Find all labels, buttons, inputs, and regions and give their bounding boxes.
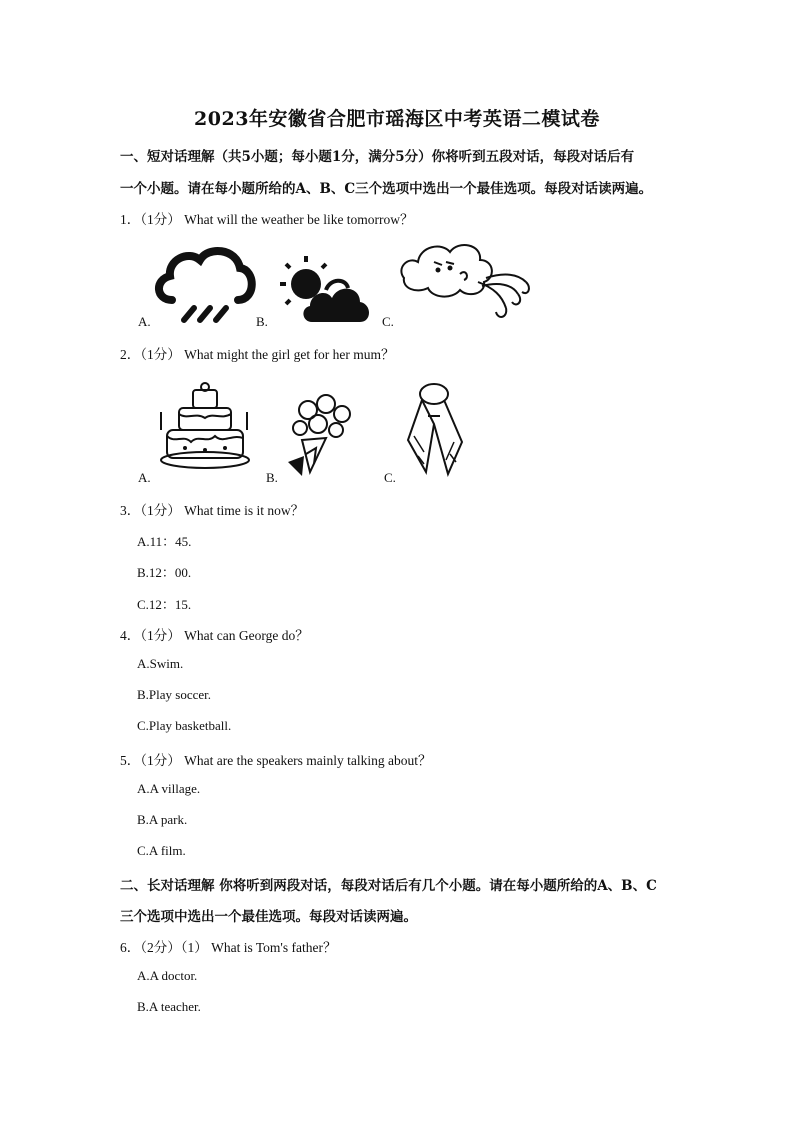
question-number: 5．（1分）	[120, 753, 181, 768]
part2-heading-line2: 三个选项中选出一个最佳选项。每段对话读两遍。	[120, 909, 417, 925]
question-text: What can George do？	[184, 628, 309, 643]
scarf-icon	[402, 380, 468, 478]
question-6	[120, 936, 336, 956]
option-c: C.A film.	[137, 843, 186, 858]
option-b-label: B.	[266, 470, 278, 485]
option-a: A.A village.	[137, 781, 201, 796]
windy-cloud-icon	[394, 238, 534, 324]
question-text: What will the weather be like tomorrow？	[184, 212, 414, 227]
rain-cloud-icon	[150, 242, 260, 324]
option-a-label: A.	[138, 470, 151, 485]
question-number: 2．（1分）	[120, 347, 181, 362]
question-text: What are the speakers mainly talking about？	[184, 753, 432, 768]
option-b: B.12：00.	[137, 565, 192, 580]
option-b: B.A teacher.	[137, 999, 201, 1014]
option-a: A.A doctor.	[137, 968, 198, 983]
cake-icon	[155, 378, 255, 472]
question-text: What time is it now？	[184, 503, 305, 518]
question-number: 1．（1分）	[120, 212, 181, 227]
option-b: B.Play soccer.	[137, 687, 212, 702]
question-1	[120, 208, 414, 228]
page-title: 2023年安徽省合肥市瑶海区中考英语二模试卷	[194, 108, 600, 130]
option-b-label: B.	[256, 314, 268, 329]
question-number: 6．（2分）（1）	[120, 940, 208, 955]
option-b: B.A park.	[137, 812, 188, 827]
option-c-label: C.	[382, 314, 394, 329]
option-a: A.Swim.	[137, 656, 184, 671]
question-number: 4．（1分）	[120, 628, 181, 643]
question-4	[120, 624, 309, 644]
option-c: C.12：15.	[137, 597, 192, 612]
option-c-label: C.	[384, 470, 396, 485]
flowers-icon	[280, 388, 360, 480]
part1-heading-line2: 一个小题。请在每小题所给的A、B、C三个选项中选出一个最佳选项。每段对话读两遍。	[120, 181, 653, 197]
option-c: C.Play basketball.	[137, 718, 232, 733]
sun-behind-cloud-icon	[268, 252, 374, 326]
question-number: 3．（1分）	[120, 503, 181, 518]
question-5	[120, 749, 432, 769]
option-a-label: A.	[138, 314, 151, 329]
option-a: A.11：45.	[137, 534, 192, 549]
question-text: What might the girl get for her mum？	[184, 347, 395, 362]
question-3	[120, 499, 304, 519]
part1-heading-line1: 一、短对话理解（共5小题；每小题1分，满分5分）你将听到五段对话，每段对话后有	[120, 149, 635, 165]
question-text: What is Tom's father？	[211, 940, 337, 955]
part2-heading-line1: 二、长对话理解 你将听到两段对话，每段对话后有几个小题。请在每小题所给的A、B、C	[120, 878, 657, 894]
question-2	[120, 343, 394, 363]
